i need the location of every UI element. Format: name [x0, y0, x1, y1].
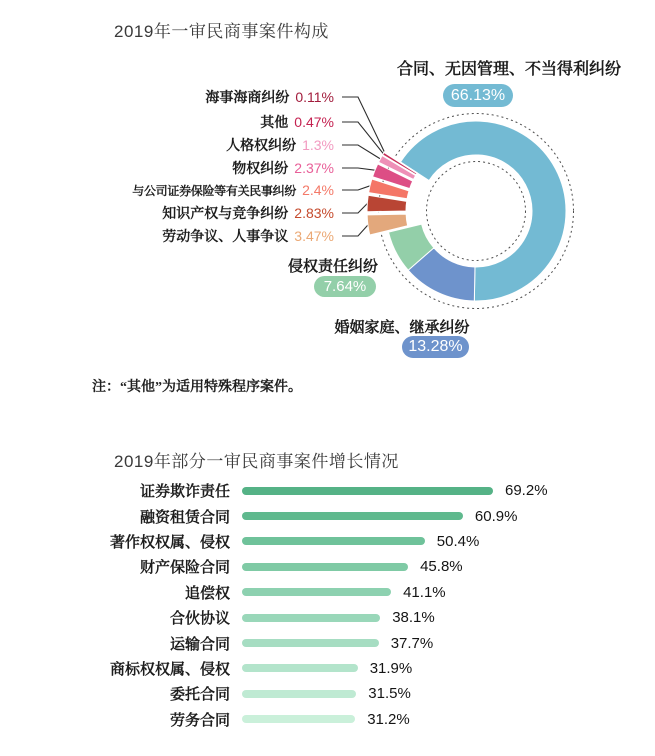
bar-value-label: 50.4% [436, 532, 480, 550]
slice-label: 人格权纠纷 [226, 139, 297, 154]
bar-value-label: 69.2% [505, 482, 548, 500]
bar-category-label: 融资租赁合同 [139, 509, 230, 526]
bar-value-label: 38.1% [392, 609, 435, 627]
bar [242, 588, 391, 596]
inner-dashed-guide-circle [427, 162, 526, 261]
slice-percent: 0.11% [295, 89, 334, 105]
slice-label-marriage: 婚姻家庭、继承纠纷 [334, 320, 470, 336]
bar-value-label: 31.5% [368, 685, 411, 703]
footnote: 注：“其他”为适用特殊程序案件。 [92, 380, 302, 395]
bar-category-label: 追偿权 [184, 585, 230, 602]
slice-percent: 1.3% [302, 137, 334, 153]
bar-row [0, 681, 655, 706]
donut-callout-row [132, 180, 334, 201]
bar-value-label: 31.2% [367, 710, 410, 728]
bar-category-label: 劳务合同 [169, 712, 230, 729]
slice-percent: 0.47% [294, 114, 334, 130]
bar-value-label: 60.9% [474, 507, 518, 525]
bar-row [0, 478, 655, 503]
bar-category-label: 著作权权属、侵权 [109, 534, 230, 551]
slice-percent: 2.4% [302, 182, 334, 198]
bar [242, 563, 408, 571]
bar [242, 715, 355, 723]
slice-percent: 2.83% [294, 205, 334, 221]
slice-label: 海事海商纠纷 [205, 91, 290, 106]
bar-chart [0, 478, 655, 732]
leader-line [342, 204, 367, 214]
bar [242, 690, 356, 698]
donut-chart-title: 2019年一审民商事案件构成 [114, 22, 329, 41]
donut-callout-row [232, 158, 334, 180]
bar-row [0, 707, 655, 732]
bar [242, 664, 358, 672]
bar-category-label: 财产保险合同 [139, 560, 230, 577]
donut-callout-row [162, 226, 334, 248]
donut-callout-row [205, 87, 334, 109]
leader-line [342, 145, 380, 159]
badge-tort-percent: 7.64% [314, 276, 376, 297]
slice-label-contract: 合同、无因管理、不当得利纠纷 [396, 61, 621, 78]
badge-marriage-percent: 13.28% [402, 336, 469, 358]
leader-line [342, 97, 384, 152]
donut-callout-row [226, 135, 334, 157]
badge-contract-percent: 66.13% [443, 84, 513, 107]
slice-label: 与公司证券保险等有关民事纠纷 [132, 184, 297, 198]
bar-row [0, 630, 655, 655]
slice-label: 知识产权与竞争纠纷 [162, 207, 289, 222]
leader-line [342, 186, 370, 190]
bar-row [0, 554, 655, 579]
slice-label: 其他 [260, 116, 289, 131]
slice-label: 劳动争议、人事争议 [162, 230, 289, 245]
bar-row [0, 656, 655, 681]
bar-category-label: 合伙协议 [169, 611, 230, 628]
bar [242, 537, 425, 545]
leader-line [342, 225, 368, 236]
bar-value-label: 45.8% [420, 558, 463, 576]
bar-chart-title: 2019年部分一审民商事案件增长情况 [114, 452, 399, 471]
bar-row [0, 580, 655, 605]
slice-percent: 2.37% [294, 160, 334, 176]
bar-row [0, 529, 655, 554]
bar-value-label: 41.1% [403, 583, 446, 601]
slice-percent: 3.47% [294, 228, 334, 244]
bar [242, 614, 380, 622]
bar-row [0, 605, 655, 630]
bar-category-label: 商标权权属、侵权 [109, 661, 230, 678]
slice-label-tort: 侵权责任纠纷 [287, 259, 378, 275]
bar-category-label: 运输合同 [169, 636, 230, 653]
bar [242, 639, 379, 647]
bar-category-label: 证券欺诈责任 [139, 484, 230, 501]
slice-label: 物权纠纷 [232, 162, 289, 177]
bar-row [0, 503, 655, 528]
donut-callout-row [162, 203, 334, 225]
donut-callout-row [260, 112, 334, 134]
leader-line [342, 168, 375, 170]
bar [242, 512, 463, 520]
bar-category-label: 委托合同 [169, 687, 230, 704]
bar [242, 487, 493, 495]
bar-value-label: 37.7% [390, 634, 434, 652]
bar-value-label: 31.9% [369, 659, 413, 677]
